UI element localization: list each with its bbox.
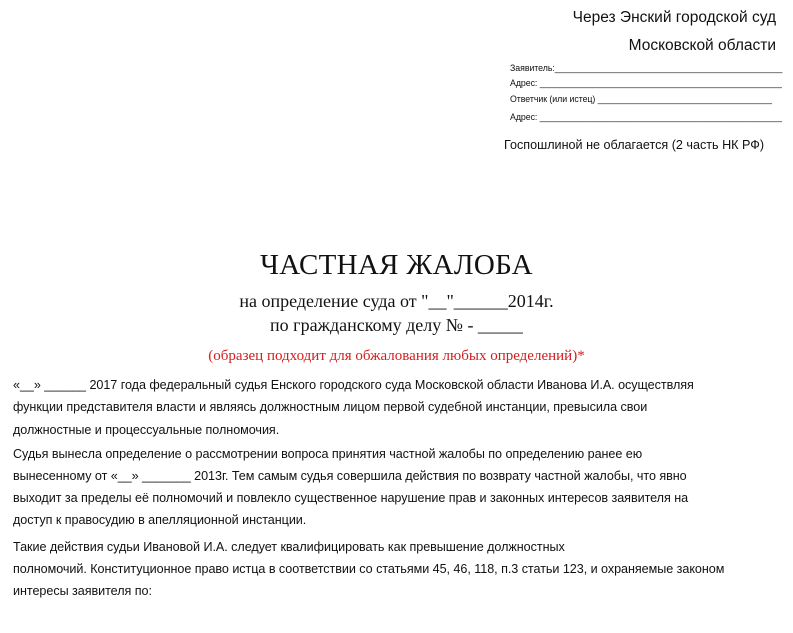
applicant-field: Заявитель:_______________________________________________ <box>510 63 783 73</box>
body-line: должностные и процессуальные полномочия. <box>13 423 280 437</box>
body-line: вынесенному от «__» _______ 2013г. Тем самым судья совершила действия по возврату частной жалобы, что явно <box>13 469 687 483</box>
applicant-address-field: Адрес: __________________________________________________ <box>510 78 782 88</box>
sample-note: (образец подходит для обжалования любых определений)* <box>208 348 585 364</box>
respondent-address-field: Адрес: __________________________________________________ <box>510 112 782 122</box>
document-subtitle-case: по гражданскому делу № - _____ <box>270 315 523 335</box>
body-line: Судья вынесла определение о рассмотрении вопроса принятия частной жалобы по определению ранее ею <box>13 447 643 461</box>
state-duty-note: Госпошлиной не облагается (2 часть НК РФ) <box>504 138 765 152</box>
court-region-line: Московской области <box>628 37 776 54</box>
body-line: «__» ______ 2017 года федеральный судья Енского городского суда Московской области Иванова И.А. осуществляя <box>13 378 694 392</box>
respondent-field: Ответчик (или истец) ____________________________________ <box>510 94 773 104</box>
body-line: выходит за пределы её полномочий и повлекло существенное нарушение прав и законных интересов заявителя на <box>13 491 689 505</box>
document-title: ЧАСТНАЯ ЖАЛОБА <box>260 249 533 281</box>
body-line: интересы заявителя по: <box>13 584 152 598</box>
body-line: Такие действия судьи Ивановой И.А. следует квалифицировать как превышение должностных <box>13 540 565 554</box>
court-name-line: Через Энский городской суд <box>572 9 776 26</box>
body-line: полномочий. Конституционное право истца в соответствии со статьями 45, 46, 118, п.3 статьи 123, и охраняемые законом <box>13 562 725 576</box>
document-subtitle-ruling: на определение суда от "__"______2014г. <box>239 291 554 311</box>
body-line: доступ к правосудию в апелляционной инстанции. <box>13 513 307 527</box>
body-line: функции представителя власти и являясь должностным лицом первой судебной инстанции, превысила свои <box>13 400 648 414</box>
